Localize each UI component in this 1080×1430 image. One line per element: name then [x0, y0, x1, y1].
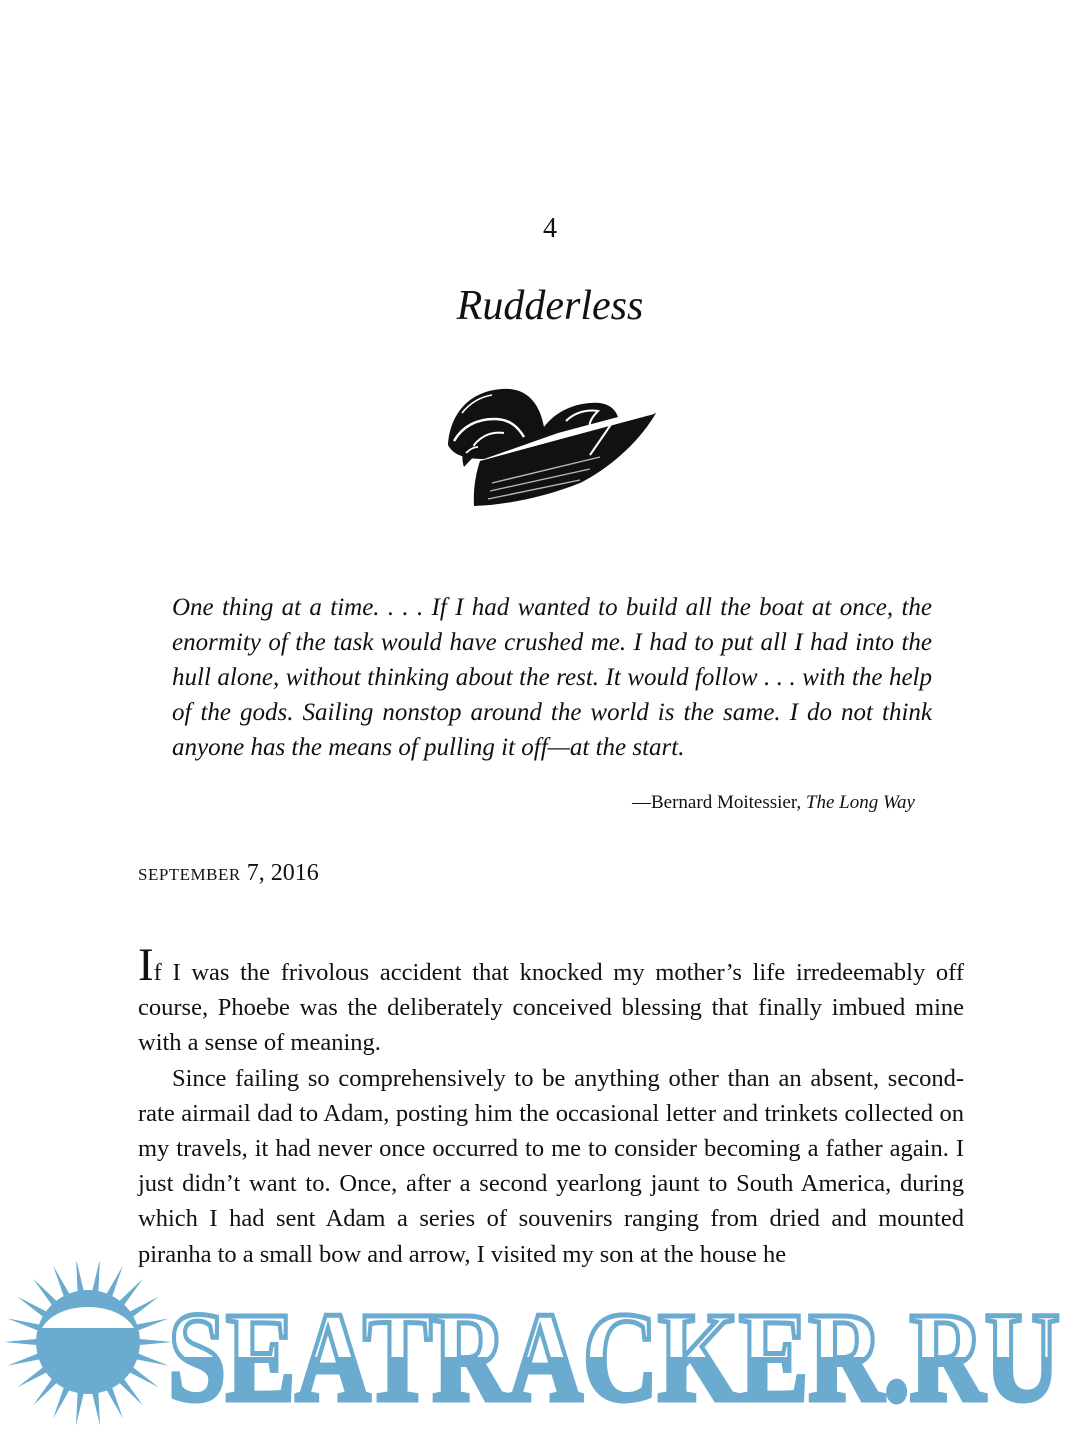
paragraph-text: f I was the frivolous accident that knocked my mother’s life irredeemably off course, Phoebe was the deliberately conceived blessing that finally imbued mine with a sense of meaning.	[138, 959, 964, 1057]
watermark-text: SEATRACKER.RU	[168, 1286, 1060, 1425]
chapter-number: 4	[543, 213, 557, 244]
sailboat-woodcut-icon	[440, 383, 662, 509]
chapter-title: Rudderless	[456, 283, 644, 329]
body-paragraph	[138, 939, 964, 1061]
watermark	[0, 1262, 1080, 1425]
dateline-month: september	[138, 860, 241, 886]
epigraph-attribution	[172, 792, 915, 814]
epigraph	[172, 590, 932, 765]
epigraph-book-title: The Long Way	[805, 792, 915, 813]
body-paragraph: Since failing so comprehensively to be anything other than an absent, second-rate airmail dad to Adam, posting him the occasional letter and trinkets collected on my travels, it had never once occurred to me to consider becoming a father again. I just didn’t want to. Once, after a second yearlong jaunt to South America, during which I had sent Adam a series of souvenirs ranging from dried and mounted piranha to a small bow and arrow, I visited my son at the house he	[138, 1064, 964, 1268]
epigraph-text: One thing at a time. . . . If I had wanted to build all the boat at once, the enormity of the task would have crushed me. I had to put all I had into the hull alone, without thinking about the rest. It would follow . . . with the help of the gods. Sailing nonstop around the world is the same. I do not think anyone has the means of pulling it off—at the start.	[172, 594, 932, 761]
chapter-body	[138, 939, 964, 1272]
drop-cap: I	[138, 939, 154, 991]
dateline	[138, 860, 319, 887]
dateline-day-year: 7, 2016	[240, 860, 319, 886]
epigraph-author: —Bernard Moitessier,	[632, 792, 806, 813]
sunburst-icon	[4, 1262, 172, 1425]
